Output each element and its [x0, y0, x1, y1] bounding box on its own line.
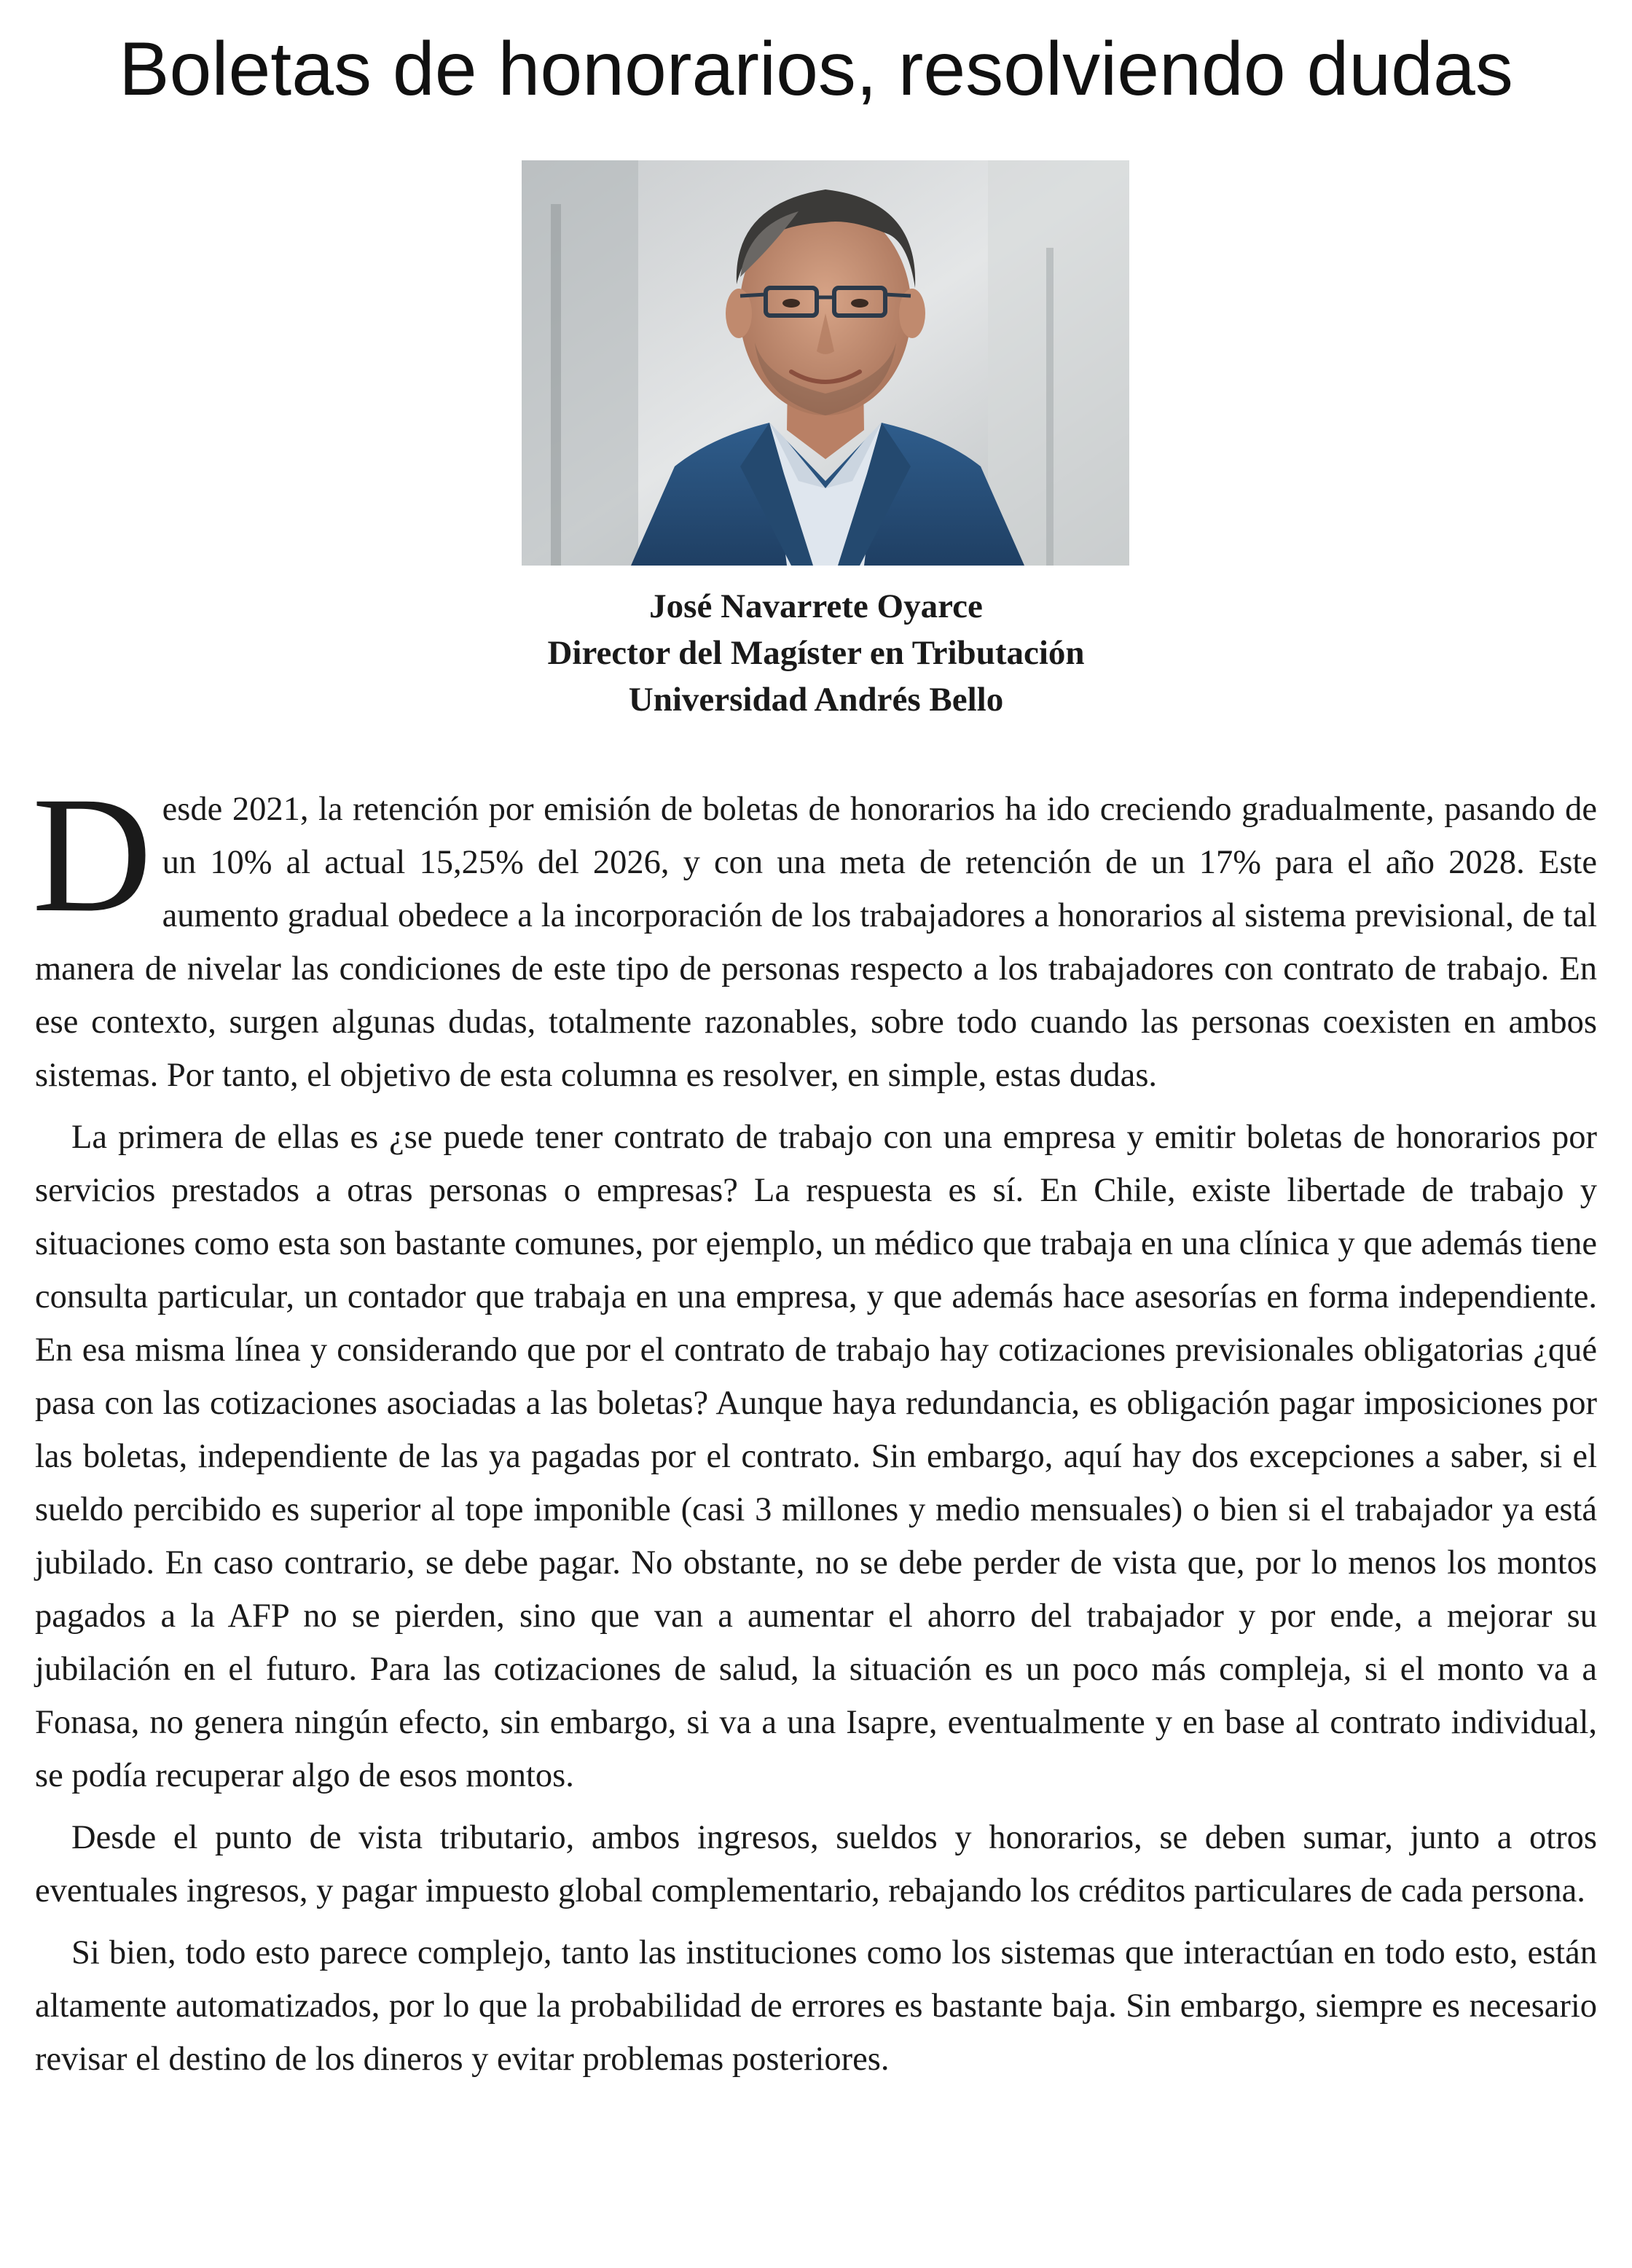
author-role: Director del Magíster en Tributación	[547, 634, 1085, 672]
author-byline	[0, 583, 1632, 723]
paragraph: Desde el punto de vista tributario, ambos ingresos, sueldos y honorarios, se deben sumar, junto a otros eventuales ingresos, y pagar impuesto global complementario, rebajando los créditos particulares de cada persona.	[35, 1819, 1597, 1909]
article-title: Boletas de honorarios, resolviendo dudas	[119, 27, 1513, 112]
author-name: José Navarrete Oyarce	[649, 587, 983, 625]
drop-cap: D	[32, 763, 152, 947]
paragraph-text: esde 2021, la retención por emisión de boletas de honorarios ha ido creciendo gradualmente, pasando de un 10% al actual 15,25% del 2026, y con una meta de retención de un 17% para el año 2028. Este aumento gradual obedece a la incorporación de los trabajadores a honorarios al sistema previsional, de tal manera de nivelar las condiciones de este tipo de personas respecto a los trabajadores con contrato de trabajo. En ese contexto, surgen algunas dudas, totalmente razonables, sobre todo cuando las personas coexisten en ambos sistemas. Por tanto, el objetivo de esta columna es resolver, en simple, estas dudas.	[35, 791, 1597, 1094]
paragraph: Si bien, todo esto parece complejo, tanto las instituciones como los sistemas que interactúan en todo esto, están altamente automatizados, por lo que la probabilidad de errores es bastante baja. Sin embargo, siempre es necesario revisar el destino de los dineros y evitar problemas posteriores.	[35, 1934, 1597, 2078]
article-body	[32, 763, 1597, 2095]
author-photo	[522, 160, 1129, 566]
paragraph: La primera de ellas es ¿se puede tener contrato de trabajo con una empresa y emitir boletas de honorarios por servicios prestados a otras personas o empresas? La respuesta es sí. En Chile, existe libertade de trabajo y situaciones como esta son bastante comunes, por ejemplo, un médico que trabaja en una clínica y que además tiene consulta particular, un contador que trabaja en una empresa, y que además hace asesorías en forma independiente. En esa misma línea y considerando que por el contrato de trabajo hay cotizaciones previsionales obligatorias ¿qué pasa con las cotizaciones asociadas a las boletas? Aunque haya redundancia, es obligación pagar imposiciones por las boletas, independiente de las ya pagadas por el contrato. Sin embargo, aquí hay dos excepciones a saber, si el sueldo percibido es superior al tope imponible (casi 3 millones y medio mensuales) o bien si el trabajador ya está jubilado. En caso contrario, se debe pagar. No obstante, no se debe perder de vista que, por lo menos los montos pagados a la AFP no se pierden, sino que van a aumentar el ahorro del trabajador y por ende, a mejorar su jubilación en el futuro. Para las cotizaciones de salud, la situación es un poco más compleja, si el monto va a Fonasa, no genera ningún efecto, sin embargo, si va a una Isapre, eventualmente y en base al contrato individual, se podía recuperar algo de esos montos.	[35, 1119, 1597, 1794]
paragraph	[32, 763, 1597, 1102]
author-institution: Universidad Andrés Bello	[628, 681, 1004, 719]
